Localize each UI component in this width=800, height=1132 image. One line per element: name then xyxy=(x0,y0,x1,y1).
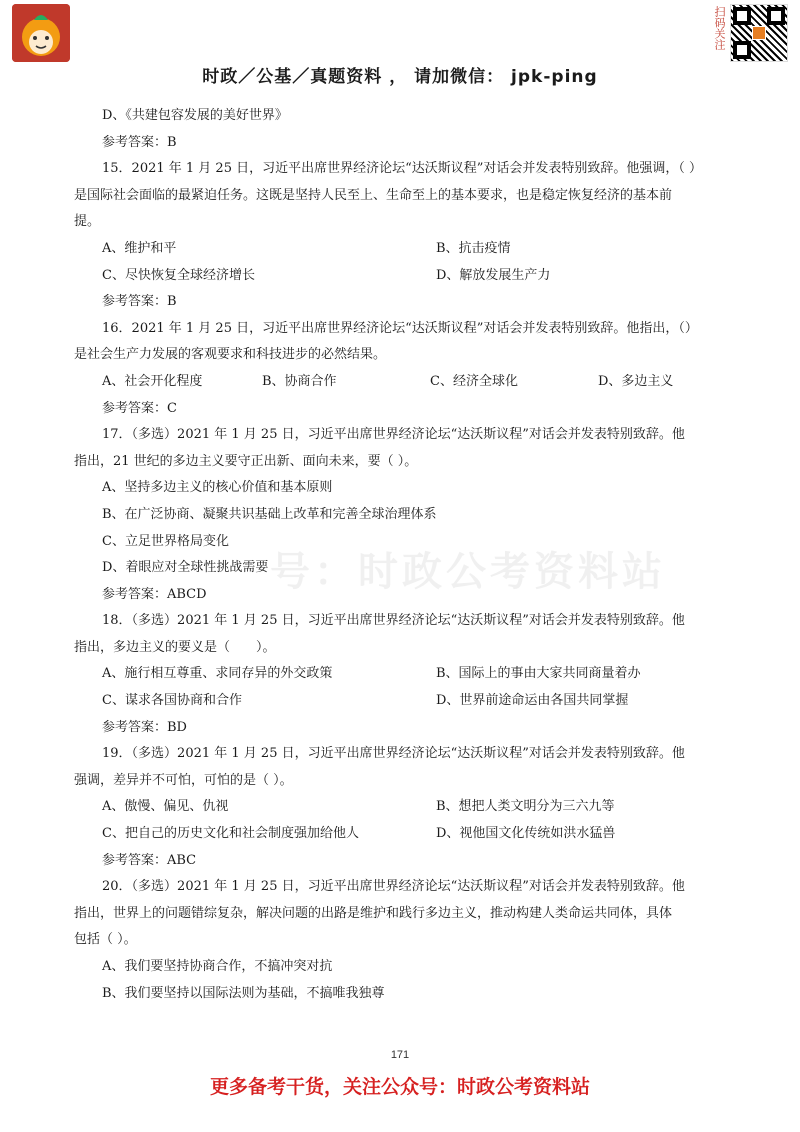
answer: 参考答案：B xyxy=(102,294,177,310)
question-stem: 强调，差异并不可怕，可怕的是（ ）。 xyxy=(74,772,293,788)
question-stem: 提。 xyxy=(74,214,101,230)
option: A、傲慢、偏见、仇视 xyxy=(102,799,229,815)
orange-mascot-icon xyxy=(12,4,70,62)
question-stem: 指出，世界上的问题错综复杂，解决问题的出路是维护和践行多边主义，推动构建人类命运共同体，具体 xyxy=(74,905,673,921)
option: B、国际上的事由大家共同商量着办 xyxy=(436,666,641,682)
page-header: 时政／公基／真题资料 ， 请加微信： jpk-ping xyxy=(202,67,598,87)
option: A、坚持多边主义的核心价值和基本原则 xyxy=(102,480,333,496)
option: D、世界前途命运由各国共同掌握 xyxy=(436,693,629,709)
option: A、我们要坚持协商合作，不搞冲突对抗 xyxy=(102,959,333,974)
option: C、经济全球化 xyxy=(430,373,518,389)
option: D、视他国文化传统如洪水猛兽 xyxy=(436,826,616,842)
answer: 参考答案：C xyxy=(102,400,177,416)
option: D、《共建包容发展的美好世界》 xyxy=(102,108,288,123)
question-stem: 17．（多选）2021 年 1 月 25 日，习近平出席世界经济论坛“达沃斯议程”对话会并发表特别致辞。他 xyxy=(102,427,685,443)
option: C、尽快恢复全球经济增长 xyxy=(102,267,255,283)
answer: 参考答案：ABCD xyxy=(102,586,207,602)
option: B、在广泛协商、凝聚共识基础上改革和完善全球治理体系 xyxy=(102,506,437,522)
option: C、谋求各国协商和合作 xyxy=(102,693,242,709)
answer: 参考答案：BD xyxy=(102,719,187,735)
question-stem: 指出，21 世纪的多边主义要守正出新、面向未来，要（ ）。 xyxy=(74,453,418,469)
option: A、施行相互尊重、求同存异的外交政策 xyxy=(102,666,333,682)
question-list xyxy=(74,103,728,1007)
option: C、立足世界格局变化 xyxy=(102,533,229,549)
option: B、抗击疫情 xyxy=(436,240,511,256)
option: D、着眼应对全球性挑战需要 xyxy=(102,560,269,576)
question-stem: 16．2021 年 1 月 25 日，习近平出席世界经济论坛“达沃斯议程”对话会并发表特别致辞。他指出，（） xyxy=(102,320,698,336)
answer: 参考答案：ABC xyxy=(102,852,197,868)
question-stem: 15．2021 年 1 月 25 日，习近平出席世界经济论坛“达沃斯议程”对话会并发表特别致辞。他强调，（ ） xyxy=(102,161,703,177)
option-row xyxy=(102,369,728,396)
qr-label: 扫码关注 xyxy=(713,6,726,50)
option: A、维护和平 xyxy=(102,240,177,256)
qr-center-icon xyxy=(752,26,766,40)
option-row xyxy=(102,794,728,821)
option: B、协商合作 xyxy=(262,373,337,389)
option: B、我们要坚持以国际法则为基础，不搞唯我独尊 xyxy=(102,985,385,1001)
option: B、想把人类文明分为三六九等 xyxy=(436,799,615,815)
question-stem: 20．（多选）2021 年 1 月 25 日，习近平出席世界经济论坛“达沃斯议程”对话会并发表特别致辞。他 xyxy=(102,879,685,895)
question-stem: 18．（多选）2021 年 1 月 25 日，习近平出席世界经济论坛“达沃斯议程”对话会并发表特别致辞。他 xyxy=(102,613,685,629)
option-row xyxy=(102,661,728,688)
option: A、社会开化程度 xyxy=(102,373,203,389)
qr-code-block xyxy=(712,4,788,62)
page-number: 171 xyxy=(390,1049,410,1061)
question-stem: 是国际社会面临的最紧迫任务。这既是坚持人民至上、生命至上的基本要求，也是稳定恢复经济的基本前 xyxy=(74,187,673,203)
logo-image xyxy=(12,4,70,62)
question-stem: 包括（ ）。 xyxy=(74,932,137,948)
footer-banner: 更多备考干货，关注公众号：时政公考资料站 xyxy=(209,1076,590,1098)
question-stem: 是社会生产力发展的客观要求和科技进步的必然结果。 xyxy=(74,347,387,363)
option-row xyxy=(102,821,728,848)
option-row xyxy=(102,688,728,715)
option: D、多边主义 xyxy=(598,373,674,389)
answer: 参考答案：B xyxy=(102,134,177,150)
option-row xyxy=(102,263,728,290)
option: D、解放发展生产力 xyxy=(436,267,551,283)
option: C、把自己的历史文化和社会制度强加给他人 xyxy=(102,826,359,842)
question-stem: 指出，多边主义的要义是（ ）。 xyxy=(74,639,276,655)
option-row xyxy=(102,236,728,263)
watermark: 号：时政公考资料站 xyxy=(270,549,666,595)
question-stem: 19．（多选）2021 年 1 月 25 日，习近平出席世界经济论坛“达沃斯议程”对话会并发表特别致辞。他 xyxy=(102,746,685,762)
